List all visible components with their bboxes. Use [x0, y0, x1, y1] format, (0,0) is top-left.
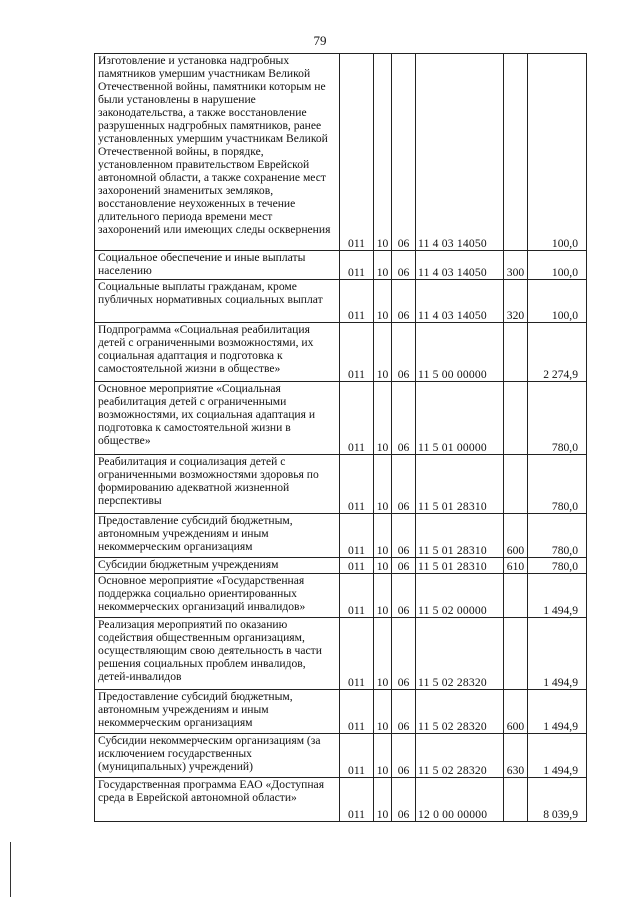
table-row — [95, 280, 587, 323]
cell-subsection: 06 — [392, 54, 416, 251]
row-name: Социальное обеспечение и иные выплаты населению — [95, 251, 340, 280]
cell-subsection: 06 — [392, 778, 416, 822]
budget-table-body — [95, 54, 587, 822]
cell-ministry: 011 — [340, 574, 374, 618]
cell-amount: 100,0 — [528, 54, 587, 251]
cell-subsection: 06 — [392, 382, 416, 455]
table-row — [95, 558, 587, 574]
cell-ministry: 011 — [340, 323, 374, 382]
cell-expense-type — [504, 455, 528, 514]
cell-amount: 1 494,9 — [528, 690, 587, 734]
cell-target: 11 5 01 28310 — [416, 514, 504, 558]
cell-section: 10 — [374, 54, 392, 251]
cell-amount: 780,0 — [528, 455, 587, 514]
row-name: Основное мероприятие «Социальная реабилитация детей с ограниченными возможностями, их социальная адаптация и подготовка к самостоятельной жизни в обществе» — [95, 382, 340, 455]
table-row — [95, 323, 587, 382]
cell-amount: 100,0 — [528, 280, 587, 323]
cell-expense-type: 600 — [504, 514, 528, 558]
cell-target: 11 5 00 00000 — [416, 323, 504, 382]
cell-target: 11 5 02 00000 — [416, 574, 504, 618]
cell-ministry: 011 — [340, 514, 374, 558]
row-name: Субсидии некоммерческим организациям (за исключением государственных (муниципальных) учреждений) — [95, 734, 340, 778]
row-name: Подпрограмма «Социальная реабилитация детей с ограниченными возможностями, их социальная адаптация и подготовка к самостоятельной жизни в обществе» — [95, 323, 340, 382]
cell-amount: 100,0 — [528, 251, 587, 280]
cell-amount: 1 494,9 — [528, 734, 587, 778]
cell-expense-type: 300 — [504, 251, 528, 280]
cell-subsection: 06 — [392, 514, 416, 558]
cell-section: 10 — [374, 514, 392, 558]
row-name: Государственная программа ЕАО «Доступная среда в Еврейской автономной области» — [95, 778, 340, 822]
cell-subsection: 06 — [392, 690, 416, 734]
cell-section: 10 — [374, 251, 392, 280]
cell-expense-type — [504, 618, 528, 690]
cell-ministry: 011 — [340, 251, 374, 280]
row-name: Реализация мероприятий по оказанию содействия общественным организациям, осуществляющим свою деятельность в части решения социальных проблем инвалидов, детей-инвалидов — [95, 618, 340, 690]
cell-expense-type: 630 — [504, 734, 528, 778]
cell-target: 11 5 01 00000 — [416, 382, 504, 455]
cell-ministry: 011 — [340, 382, 374, 455]
cell-expense-type — [504, 778, 528, 822]
table-row — [95, 574, 587, 618]
cell-section: 10 — [374, 574, 392, 618]
cell-ministry: 011 — [340, 455, 374, 514]
cell-section: 10 — [374, 690, 392, 734]
cell-ministry: 011 — [340, 618, 374, 690]
row-name: Субсидии бюджетным учреждениям — [95, 558, 340, 574]
cell-subsection: 06 — [392, 574, 416, 618]
budget-table — [94, 53, 587, 822]
cell-amount: 780,0 — [528, 382, 587, 455]
cell-subsection: 06 — [392, 734, 416, 778]
cell-subsection: 06 — [392, 280, 416, 323]
table-row — [95, 690, 587, 734]
cell-expense-type — [504, 382, 528, 455]
row-name: Социальные выплаты гражданам, кроме публичных нормативных социальных выплат — [95, 280, 340, 323]
cell-subsection: 06 — [392, 558, 416, 574]
table-row — [95, 54, 587, 251]
cell-target: 11 4 03 14050 — [416, 280, 504, 323]
cell-section: 10 — [374, 280, 392, 323]
cell-section: 10 — [374, 618, 392, 690]
page-number: 79 — [313, 33, 327, 48]
cell-expense-type — [504, 323, 528, 382]
table-row — [95, 618, 587, 690]
cell-subsection: 06 — [392, 251, 416, 280]
cell-target: 11 5 01 28310 — [416, 558, 504, 574]
cell-section: 10 — [374, 778, 392, 822]
cell-amount: 780,0 — [528, 514, 587, 558]
table-row — [95, 382, 587, 455]
cell-section: 10 — [374, 734, 392, 778]
cell-target: 11 5 02 28320 — [416, 690, 504, 734]
cell-amount: 780,0 — [528, 558, 587, 574]
row-name: Изготовление и установка надгробных памятников умершим участникам Великой Отечественной войны, памятники которым не были установлены в нарушение законодательства, а также восстановление разрушенных надгробных памятников, ранее установленных умершим участникам Великой Отечественной войны, в порядке, установленном правительством Еврейской автономной области, а также сохранение мест захоронений знаменитых земляков, восстановление неухоженных в течение длительного периода времени мест захоронений или имеющих следы осквернения — [95, 54, 340, 251]
cell-ministry: 011 — [340, 778, 374, 822]
row-name: Основное мероприятие «Государственная поддержка социально ориентированных некоммерческих организаций инвалидов» — [95, 574, 340, 618]
cell-expense-type: 600 — [504, 690, 528, 734]
row-name: Предоставление субсидий бюджетным, автономным учреждениям и иным некоммерческим организациям — [95, 514, 340, 558]
cell-target: 11 5 02 28320 — [416, 618, 504, 690]
cell-amount: 1 494,9 — [528, 618, 587, 690]
cell-subsection: 06 — [392, 455, 416, 514]
cell-expense-type: 610 — [504, 558, 528, 574]
row-name: Предоставление субсидий бюджетным, автономным учреждениям и иным некоммерческим организациям — [95, 690, 340, 734]
cell-section: 10 — [374, 558, 392, 574]
cell-target: 12 0 00 00000 — [416, 778, 504, 822]
cell-target: 11 4 03 14050 — [416, 54, 504, 251]
cell-subsection: 06 — [392, 618, 416, 690]
cell-ministry: 011 — [340, 54, 374, 251]
cell-section: 10 — [374, 323, 392, 382]
table-row — [95, 778, 587, 822]
cell-expense-type — [504, 574, 528, 618]
cell-section: 10 — [374, 382, 392, 455]
margin-rule — [10, 842, 11, 897]
table-row — [95, 455, 587, 514]
row-name: Реабилитация и социализация детей с ограниченными возможностями здоровья по формированию адекватной жизненной перспективы — [95, 455, 340, 514]
cell-section: 10 — [374, 455, 392, 514]
cell-amount: 8 039,9 — [528, 778, 587, 822]
cell-amount: 2 274,9 — [528, 323, 587, 382]
cell-ministry: 011 — [340, 734, 374, 778]
cell-ministry: 011 — [340, 690, 374, 734]
cell-expense-type — [504, 54, 528, 251]
cell-ministry: 011 — [340, 558, 374, 574]
table-row — [95, 734, 587, 778]
cell-ministry: 011 — [340, 280, 374, 323]
cell-amount: 1 494,9 — [528, 574, 587, 618]
cell-target: 11 5 02 28320 — [416, 734, 504, 778]
table-row — [95, 251, 587, 280]
cell-target: 11 4 03 14050 — [416, 251, 504, 280]
table-row — [95, 514, 587, 558]
cell-target: 11 5 01 28310 — [416, 455, 504, 514]
cell-expense-type: 320 — [504, 280, 528, 323]
cell-subsection: 06 — [392, 323, 416, 382]
